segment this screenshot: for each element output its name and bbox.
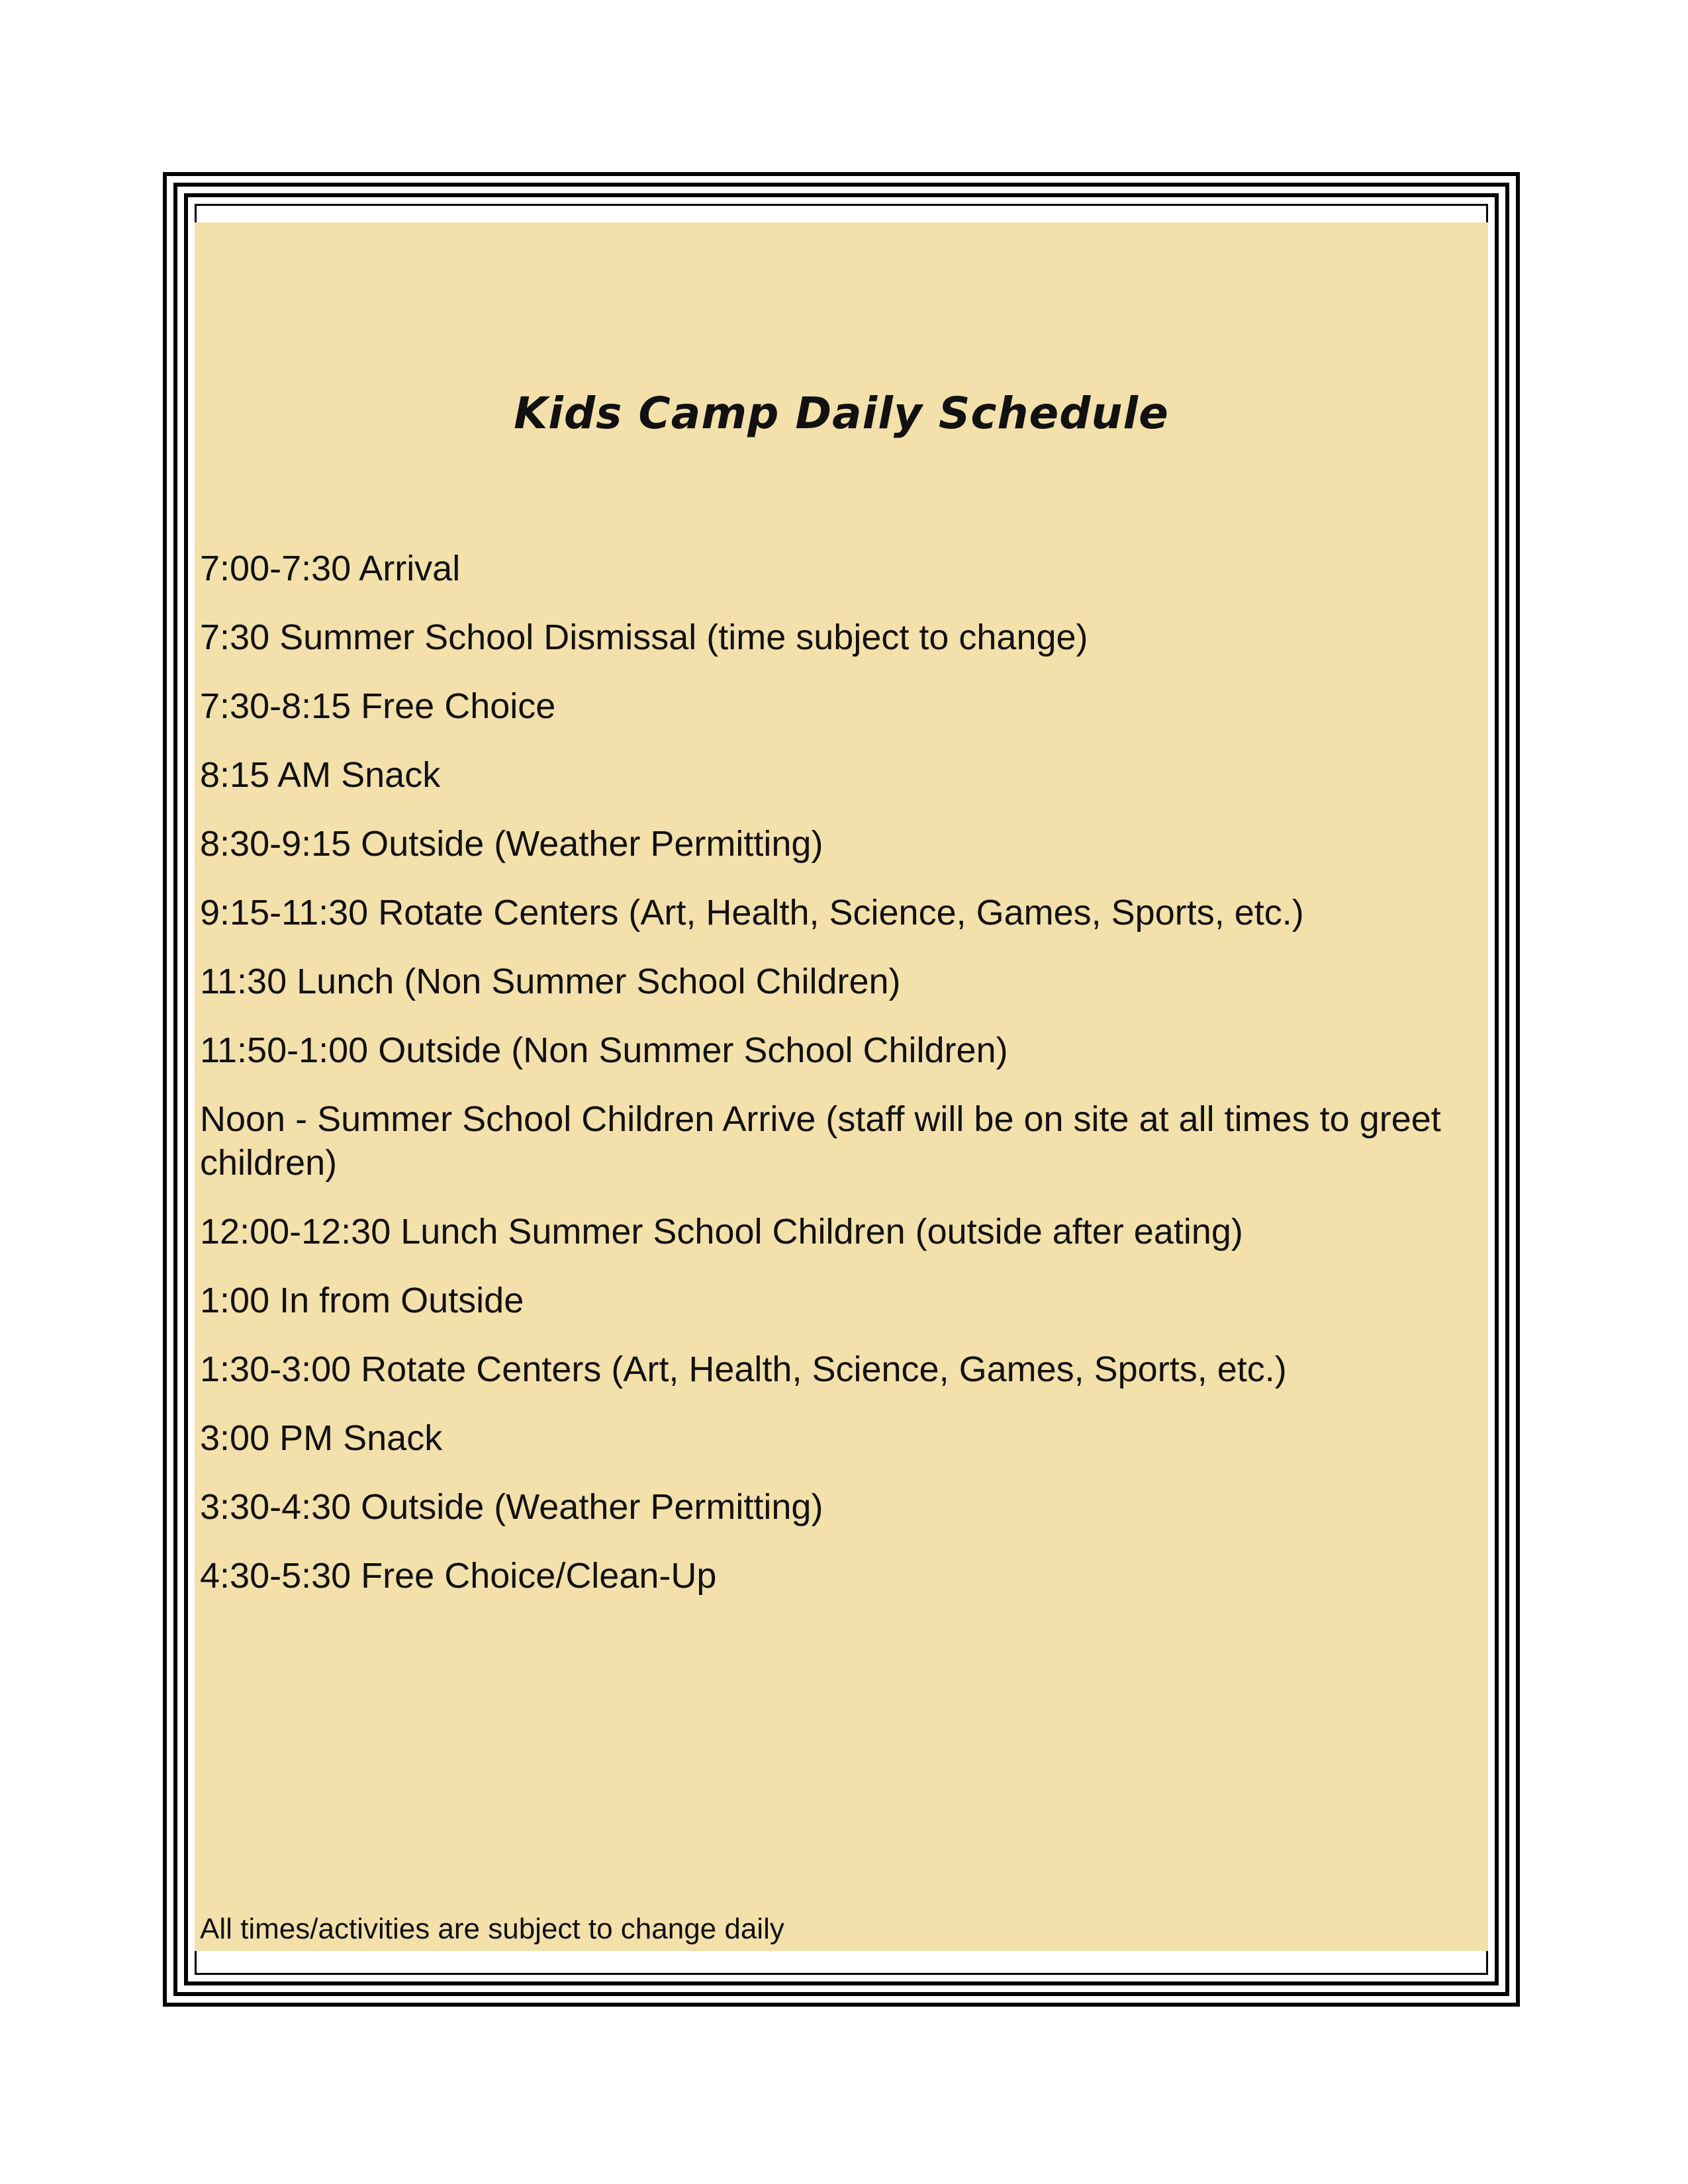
schedule-item: 7:30-8:15 Free Choice bbox=[200, 686, 556, 726]
schedule-item: 11:50-1:00 Outside (Non Summer School Children) bbox=[200, 1030, 1008, 1070]
footer-note: All times/activities are subject to change daily bbox=[200, 1913, 784, 1945]
schedule-item: 7:00-7:30 Arrival bbox=[200, 549, 461, 588]
schedule-item: 7:30 Summer School Dismissal (time subject to change) bbox=[200, 617, 1088, 657]
schedule-item: 12:00-12:30 Lunch Summer School Children (outside after eating) bbox=[200, 1212, 1243, 1251]
schedule-item: 3:00 PM Snack bbox=[200, 1418, 443, 1458]
schedule-list bbox=[200, 547, 1471, 1623]
schedule-item: Noon - Summer School Children Arrive (staff will be on site at all times to greet children) bbox=[200, 1099, 1441, 1183]
schedule-item: 11:30 Lunch (Non Summer School Children) bbox=[200, 962, 901, 1001]
schedule-panel bbox=[195, 222, 1488, 1951]
schedule-item: 8:30-9:15 Outside (Weather Permitting) bbox=[200, 824, 823, 864]
schedule-item: 8:15 AM Snack bbox=[200, 755, 441, 795]
schedule-item: 9:15-11:30 Rotate Centers (Art, Health, Science, Games, Sports, etc.) bbox=[200, 893, 1304, 933]
schedule-item: 3:30-4:30 Outside (Weather Permitting) bbox=[200, 1487, 823, 1527]
page-title: Kids Camp Daily Schedule bbox=[514, 388, 1169, 439]
schedule-item: 4:30-5:30 Free Choice/Clean-Up bbox=[200, 1556, 717, 1596]
schedule-item: 1:30-3:00 Rotate Centers (Art, Health, Science, Games, Sports, etc.) bbox=[200, 1349, 1287, 1389]
schedule-item: 1:00 In from Outside bbox=[200, 1281, 524, 1320]
